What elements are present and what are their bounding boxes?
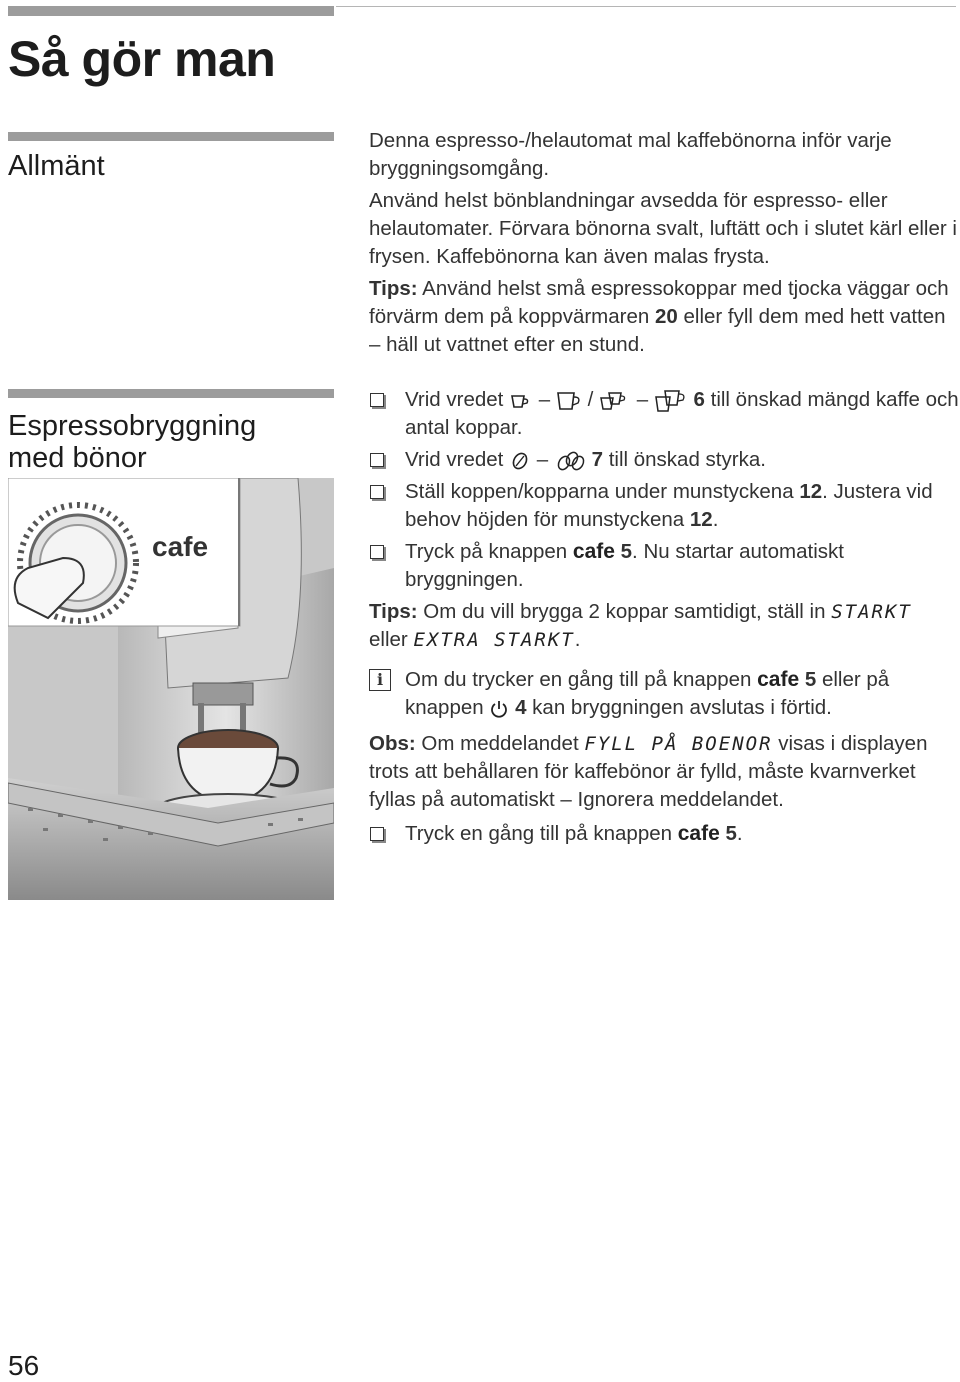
step-3-text: Ställ koppen/kopparna under munstyckena <box>405 480 800 503</box>
display-text-extra-starkt: EXTRA STARKT <box>413 629 575 651</box>
info-ref-number: 5 <box>804 668 817 691</box>
general-paragraph-2: Använd helst bönblandningar avsedda för espresso- eller helautomater. Förvara bönorna svalt, luftätt och i slutet kärl eller i frysen. Kaffebönorna kan även malas frysta. <box>369 189 957 268</box>
tips-label: Tips: <box>369 600 418 623</box>
step-2-ref-number: 7 <box>591 448 603 471</box>
obs-text: Om meddelandet <box>415 732 585 755</box>
step-5-text: Tryck en gång till på knappen <box>405 822 673 845</box>
step-2 <box>369 446 960 474</box>
step-2-text: Vrid vredet <box>405 448 504 471</box>
checkbox-bullet <box>370 545 384 559</box>
tips-ref-number: 20 <box>654 305 678 328</box>
single-bean-icon <box>509 450 531 472</box>
step-1 <box>369 386 960 442</box>
tips-label: Tips: <box>369 277 418 300</box>
checkbox-bullet <box>370 393 384 407</box>
brewing-body <box>369 386 960 848</box>
section-title-line2: med bönor <box>8 442 147 474</box>
step-3-text-mid: . Justera vid behov höjden för munstyckena <box>405 480 933 531</box>
step-1-text-end: till önskad mängd kaffe och antal koppar. <box>405 388 959 439</box>
power-icon <box>489 699 509 719</box>
checkbox-bullet <box>370 485 384 499</box>
tips-text-end: eller fyll dem med hett vatten – häll ut vattnet efter en stund. <box>369 305 946 356</box>
info-ref-number-2: 4 <box>515 696 527 719</box>
obs-text-end: visas i displayen trots att behållaren för kaffebönor är fylld, måste kvarnverket fyllas på automatiskt – Ignorera meddelandet. <box>369 732 928 811</box>
checkbox-bullet <box>370 827 384 841</box>
tips-text-or: eller <box>369 628 414 651</box>
tips-text: Om du vill brygga 2 koppar samtidigt, ställ in <box>417 600 832 623</box>
step-4-ref-number: 5 <box>620 540 633 563</box>
display-text-starkt: STARKT <box>831 601 912 623</box>
checkbox-bullet <box>370 453 384 467</box>
top-rule-thin <box>336 6 956 7</box>
section-title-brewing <box>8 410 256 474</box>
info-note <box>369 666 960 722</box>
info-text-mid: eller på knappen <box>405 668 890 719</box>
triple-bean-icon <box>554 449 586 473</box>
tips-text-end: . <box>574 628 581 651</box>
step-4-text-end: . Nu startar automatiskt bryggningen. <box>405 540 844 591</box>
knob-cafe-label: cafe <box>152 531 209 562</box>
slash: / <box>587 388 594 411</box>
step-5-text-end: . <box>736 822 743 845</box>
tips-text: Använd helst små espressokoppar med tjocka väggar och förvärm dem på koppvärmaren <box>369 277 949 328</box>
step-1-ref-number: 6 <box>693 388 705 411</box>
general-paragraph-1: Denna espresso-/helautomat mal kaffebönorna inför varje bryggningsomgång. <box>369 129 892 180</box>
dash: – <box>536 448 549 471</box>
cafe-button-label: cafe <box>757 668 800 691</box>
display-text-fyll: FYLL PÅ BOENOR <box>584 733 773 755</box>
page-number: 56 <box>8 1350 40 1381</box>
step-4 <box>369 538 960 594</box>
obs-label: Obs: <box>369 732 416 755</box>
step-3-text-end: . <box>712 508 719 531</box>
step-3 <box>369 478 960 534</box>
brewing-tips <box>369 598 960 654</box>
step-2-text-end: till önskad styrka. <box>608 448 766 471</box>
info-icon: i <box>369 669 391 691</box>
step-4-text: Tryck på knappen <box>405 540 568 563</box>
step-3-ref-number: 12 <box>799 480 823 503</box>
step-1-text: Vrid vredet <box>405 388 504 411</box>
small-cup-icon <box>509 391 533 411</box>
general-tips <box>369 275 960 359</box>
step-5-ref-number: 5 <box>725 822 737 845</box>
cafe-button-label: cafe <box>677 822 720 845</box>
section-rule-general <box>8 132 334 141</box>
step-5 <box>369 820 960 848</box>
large-cup-icon <box>556 390 582 412</box>
step-3-ref-number-2: 12 <box>689 508 713 531</box>
two-large-cups-icon <box>654 389 688 413</box>
coffee-machine-illustration <box>8 478 334 900</box>
info-text-end: kan bryggningen avslutas i förtid. <box>526 696 832 719</box>
info-text: Om du trycker en gång till på knappen <box>405 668 752 691</box>
top-rule-thick <box>8 6 334 16</box>
section-title-general: Allmänt <box>8 150 105 182</box>
page-title: Så gör man <box>8 31 276 87</box>
obs-note <box>369 730 960 814</box>
section-title-line1: Espressobryggning <box>8 410 257 442</box>
general-body <box>369 127 960 359</box>
two-small-cups-icon <box>599 390 631 412</box>
cafe-button-label: cafe <box>572 540 615 563</box>
dash: – <box>538 388 551 411</box>
section-rule-brewing <box>8 389 334 398</box>
dash: – <box>636 388 649 411</box>
